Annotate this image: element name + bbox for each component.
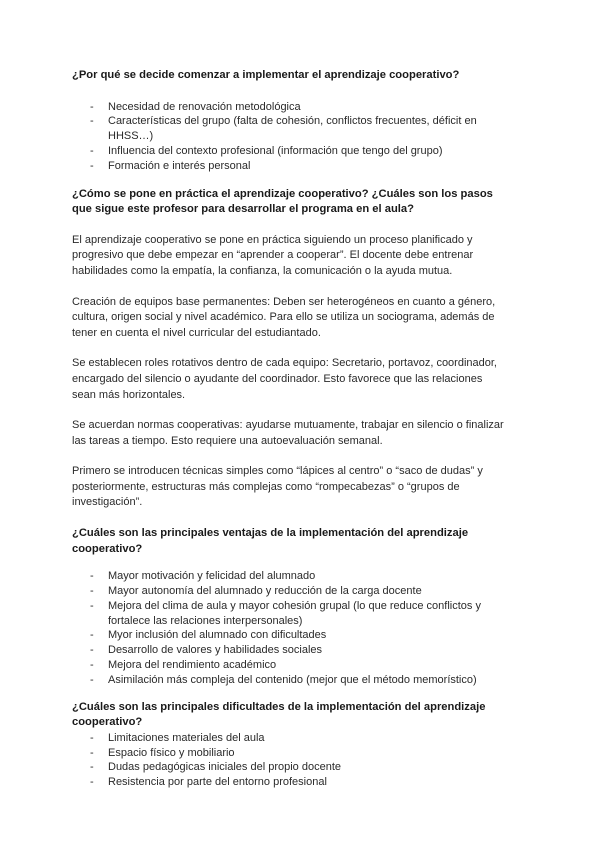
list-item: - Mejora del clima de aula y mayor cohesión grupal (lo que reduce conflictos y fortalece las relaciones interpersonales) bbox=[90, 599, 481, 627]
list-item: - Limitaciones materiales del aula bbox=[90, 731, 265, 744]
section-2-heading: ¿Cómo se pone en práctica el aprendizaje cooperativo? ¿Cuáles son los pasos que sigue este profesor para desarrollar el programa en el aula? bbox=[72, 187, 493, 216]
paragraph: Se acuerdan normas cooperativas: ayudarse mutuamente, trabajar en silencio o finalizar las tareas a tiempo. Esto requiere una autoevaluación semanal. bbox=[72, 419, 504, 447]
paragraph: Primero se introducen técnicas simples como “lápices al centro” o “saco de dudas” y posteriormente, estructuras más complejas como “rompecabezas” o “grupos de investigación”. bbox=[72, 465, 483, 509]
section-4-heading: ¿Cuáles son las principales dificultades de la implementación del aprendizaje cooperativo? bbox=[72, 700, 486, 729]
list-item: - Características del grupo (falta de cohesión, conflictos frecuentes, déficit en HHSS…) bbox=[90, 115, 477, 143]
list-item: - Mejora del rendimiento académico bbox=[90, 659, 277, 672]
paragraph: Se establecen roles rotativos dentro de cada equipo: Secretario, portavoz, coordinador, encargado del silencio o ayudante del coordinador. Esto favorece que las relaciones sean más horizontales. bbox=[72, 357, 497, 401]
list-item: - Desarrollo de valores y habilidades sociales bbox=[90, 644, 323, 657]
list-item: - Influencia del contexto profesional (información que tengo del grupo) bbox=[90, 144, 443, 157]
list-item: - Mayor autonomía del alumnado y reducción de la carga docente bbox=[90, 585, 422, 598]
section-3-list bbox=[72, 569, 508, 687]
section-1-heading: ¿Por qué se decide comenzar a implementar el aprendizaje cooperativo? bbox=[72, 69, 460, 81]
paragraph: El aprendizaje cooperativo se pone en práctica siguiendo un proceso planificado y progresivo que debe empezar en “aprender a cooperar”. El docente debe entrenar habilidades como la empatía, la confianza, la comunicación o la ayuda mutua. bbox=[72, 233, 474, 277]
document-page bbox=[72, 68, 508, 790]
section-4-list bbox=[72, 731, 508, 790]
list-item: - Formación e interés personal bbox=[90, 159, 251, 172]
list-item: - Asimilación más compleja del contenido (mejor que el método memorístico) bbox=[90, 673, 477, 686]
paragraph: Creación de equipos base permanentes: Deben ser heterogéneos en cuanto a género, cultura, origen social y nivel académico. Para ello se utiliza un sociograma, además de tener en cuenta el nivel curricular del estudiantado. bbox=[72, 295, 496, 339]
list-item: - Espacio físico y mobiliario bbox=[90, 746, 235, 759]
list-item: - Resistencia por parte del entorno profesional bbox=[90, 776, 327, 789]
list-item: - Necesidad de renovación metodológica bbox=[90, 100, 301, 113]
section-3-heading: ¿Cuáles son las principales ventajas de la implementación del aprendizaje cooperativo? bbox=[72, 527, 469, 555]
section-1-list bbox=[72, 100, 508, 174]
list-item: - Mayor motivación y felicidad del alumnado bbox=[90, 570, 316, 583]
list-item: - Dudas pedagógicas iniciales del propio docente bbox=[90, 761, 341, 774]
list-item: - Myor inclusión del alumnado con dificultades bbox=[90, 629, 327, 642]
